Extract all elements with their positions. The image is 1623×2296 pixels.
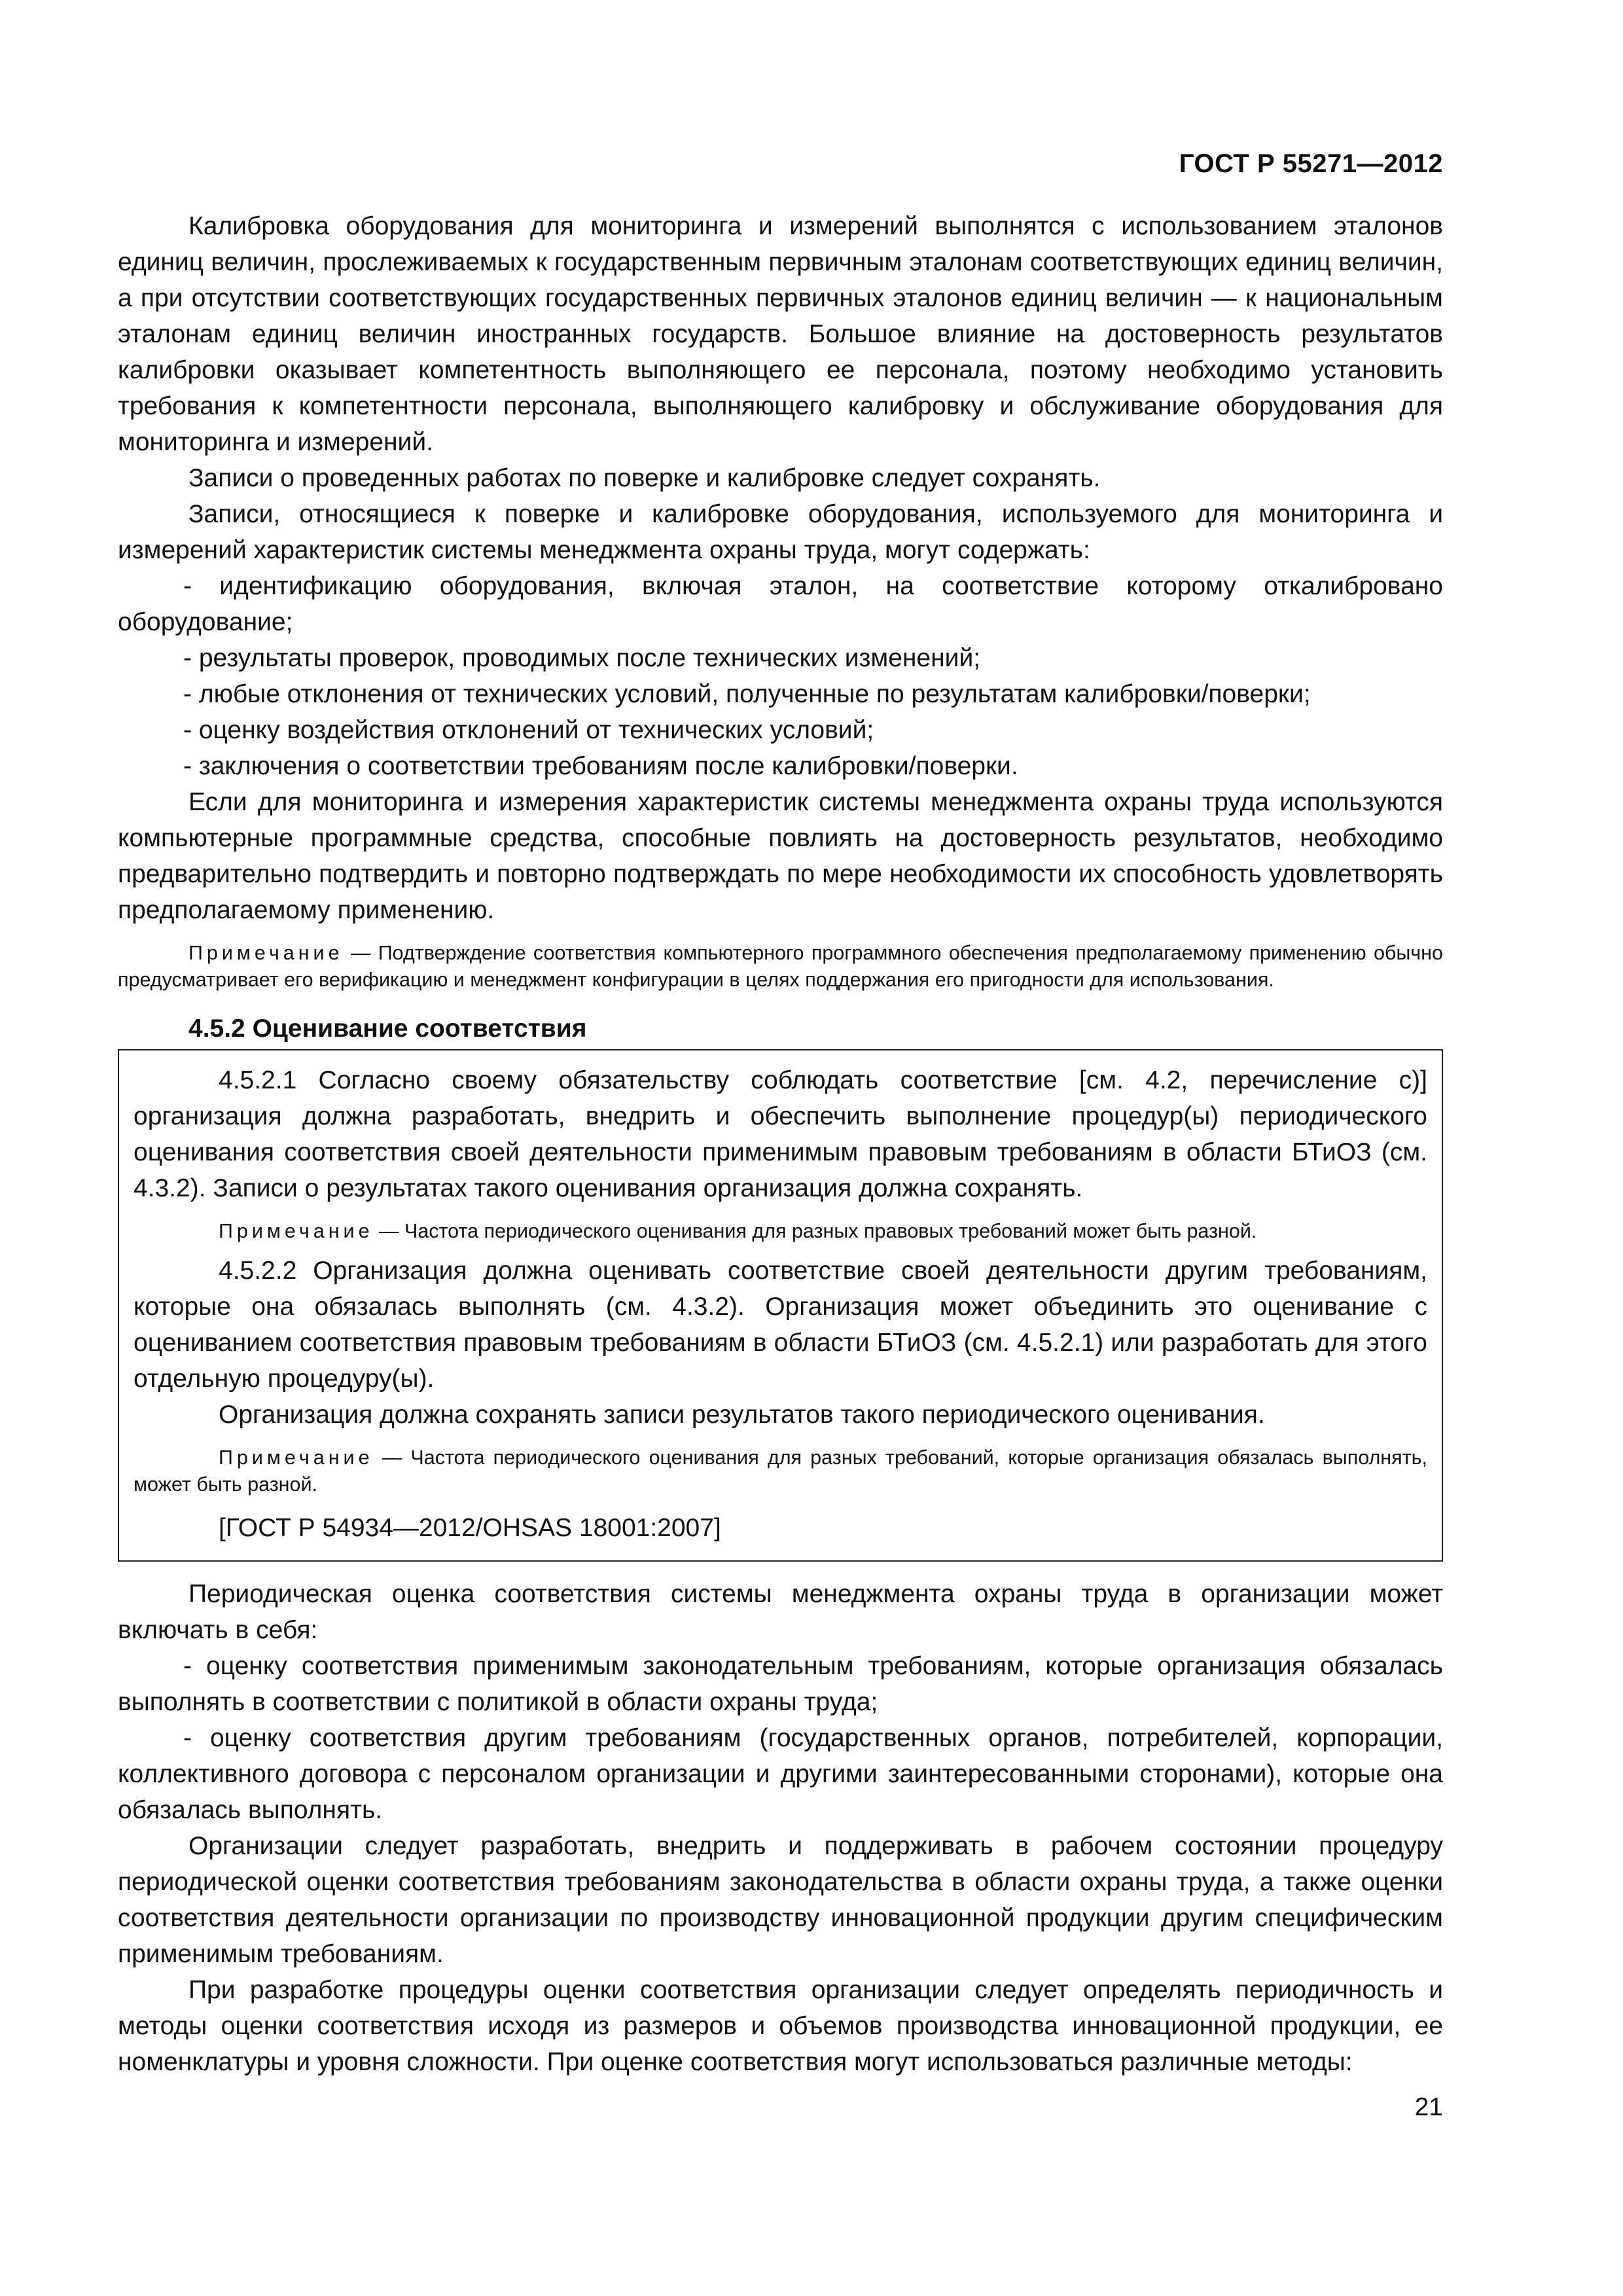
paragraph-records-saving: Записи о проведенных работах по поверке и калибровке следует сохранять. [188,464,1101,492]
paragraph-software: Если для мониторинга и измерения характеристик системы менеджмента охраны труда используются компьютерные программные средства, способные повлиять на достоверность результатов, необходимо предварительно подтвердить и повторно подтверждать по мере необходимости их способность удовлетворять предполагаемому применению. [118,788,1443,924]
note-label: Примечание [188,942,344,964]
paragraph-methods: При разработке процедуры оценки соответствия организации следует определять периодичность и методы оценки соответствия исходя из размеров и объемов производства инновационной продукции, ее номенклатуры и уровня сложности. При оценке соответствия могут использоваться различные методы: [118,1976,1443,2076]
list-item: - заключения о соответствии требованиям после калибровки/поверки. [183,752,1018,780]
note-text: — Частота периодического оценивания для разных правовых требований может быть разной. [373,1220,1257,1242]
note-software [118,940,1443,994]
note-label: Примечание [219,1220,374,1242]
section-title: 4.5.2 Оценивание соответствия [188,1014,587,1043]
clause-4-5-2-2: 4.5.2.2 Организация должна оценивать соответствие своей деятельности другим требованиям, которые она обязалась выполнять (см. 4.3.2). Организация может объединить это оценивание с оцениванием соответствия правовым требованиям в области БТиОЗ (см. 4.5.2.1) или разработать для этого отдельную процедуру(ы). [134,1257,1427,1393]
note-legal-requirements [134,1218,1427,1245]
quoted-standard-box [118,1049,1443,1562]
document-page [118,0,1443,2296]
page-number: 21 [1414,2093,1443,2121]
list-item: - идентификацию оборудования, включая эталон, на соответствие которому откалибровано оборудование; [118,572,1443,636]
list-item: - результаты проверок, проводимых после технических изменений; [183,644,981,672]
paragraph-records-contents: Записи, относящиеся к поверке и калибровке оборудования, используемого для мониторинга и измерений характеристик системы менеджмента охраны труда, могут содержать: [118,500,1443,564]
document-code-header: ГОСТ Р 55271—2012 [1179,149,1443,178]
paragraph-calibration: Калибровка оборудования для мониторинга и измерений выполнятся с использованием эталонов единиц величин, прослеживаемых к государственным первичным эталонам соответствующих единиц величин, а при отсутствии соответствующих государственных первичных эталонов единиц величин — к национальным эталонам единиц величин иностранных государств. Большое влияние на достоверность результатов калибровки оказывает компетентность выполняющего ее персонала, поэтому необходимо установить требования к компетентности персонала, выполняющего калибровку и обслуживание оборудования для мониторинга и измерений. [118,212,1443,456]
paragraph-periodic-assessment: Периодическая оценка соответствия системы менеджмента охраны труда в организации может включать в себя: [118,1580,1443,1644]
clause-4-5-2-1: 4.5.2.1 Согласно своему обязательству соблюдать соответствие [см. 4.2, перечисление с)] организация должна разработать, внедрить и обеспечить выполнение процедур(ы) периодического оценивания соответствия своей деятельности применимым правовым требованиям в области БТиОЗ (см. 4.3.2). Записи о результатах такого оценивания организация должна сохранять. [134,1066,1427,1202]
list-item: - любые отклонения от технических условий, полученные по результатам калибровки/поверки; [183,680,1311,708]
list-item: - оценку воздействия отклонений от технических условий; [183,716,874,744]
note-text: — Частота периодического оценивания для разных требований, которые организация обязалась выполнять, может быть разной. [134,1446,1427,1496]
paragraph-records-evaluation: Организация должна сохранять записи результатов такого периодического оценивания. [219,1401,1265,1429]
note-other-requirements [134,1444,1427,1498]
note-text: — Подтверждение соответствия компьютерного программного обеспечения предполагаемому применению обычно предусматривает его верификацию и менеджмент конфигурации в целях поддержания его пригодности для использования. [118,942,1443,991]
note-label: Примечание [219,1446,374,1469]
list-item: - оценку соответствия другим требованиям (государственных органов, потребителей, корпорации, коллективного договора с персоналом организации и другими заинтересованными сторонами), которые она обязалась выполнять. [118,1724,1443,1824]
list-item: - оценку соответствия применимым законодательным требованиям, которые организация обязалась выполнять в соответствии с политикой в области охраны труда; [118,1652,1443,1716]
page-content [118,208,1443,2080]
standard-reference: [ГОСТ Р 54934—2012/OHSAS 18001:2007] [219,1514,721,1542]
paragraph-procedure: Организации следует разработать, внедрить и поддерживать в рабочем состоянии процедуру периодической оценки соответствия требованиям законодательства в области охраны труда, а также оценки соответствия деятельности организации по производству инновационной продукции другим специфическим применимым требованиям. [118,1832,1443,1968]
